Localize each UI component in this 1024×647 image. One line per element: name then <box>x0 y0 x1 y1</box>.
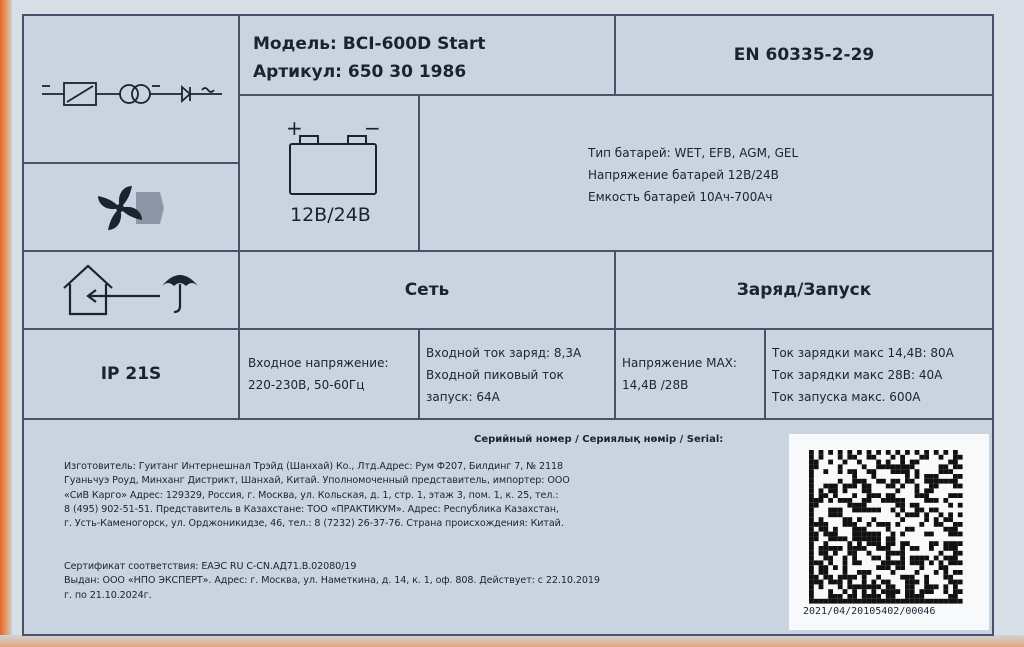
input-current-line-1: Входной ток заряд: 8,3А <box>426 346 582 360</box>
datamatrix-box <box>789 434 989 630</box>
charge-current-28v: Ток зарядки макс 28В: 40А <box>772 368 943 382</box>
start-current: Ток запуска макс. 600А <box>772 390 921 404</box>
voltage-max-label: Напряжение MAX: <box>622 356 737 370</box>
certificate-line: Сертификат соответствия: ЕАЭС RU С-CN.АД71.В.02080/19 <box>64 561 357 572</box>
label-edge-bottom <box>0 635 1024 647</box>
certificate-info <box>64 560 600 603</box>
standard-cell <box>616 16 992 96</box>
certificate-line: г. по 21.10.2024г. <box>64 589 152 601</box>
manufacturer-info <box>64 460 570 531</box>
battery-voltage: Напряжение батарей 12В/24В <box>588 168 779 182</box>
circuit-symbol-cell <box>24 16 240 164</box>
mains-header-cell <box>240 252 616 330</box>
voltage-max-cell <box>616 330 766 420</box>
manufacturer-line: Гуаньчуэ Роуд, Минханг Дистрикт, Шанхай, Китай. Уполномоченный представитель, импортер: ООО <box>64 475 570 487</box>
battery-capacity: Емкость батарей 10Ач-700Ач <box>588 190 773 204</box>
indoor-use-cell <box>24 252 240 330</box>
input-current-line-2: Входной пиковый ток <box>426 368 564 382</box>
fan-icon-cell <box>24 164 240 252</box>
battery-plus-sign: + <box>286 116 303 140</box>
ip-rating-cell <box>24 330 240 420</box>
manufacturer-line: 8 (495) 902-51-51. Представитель в Казахстане: ТОО «ПРАКТИКУМ». Адрес: Республика Казахстан, <box>64 503 559 515</box>
input-voltage-label: Входное напряжение: <box>248 356 389 370</box>
model-cell <box>240 16 616 96</box>
input-current-line-3: запуск: 64А <box>426 390 500 404</box>
certificate-line: Выдан: ООО «НПО ЭКСПЕРТ». Адрес: г. Москва, ул. Наметкина, д. 14, к. 1, оф. 808. Действует: с 22.10.2019 <box>64 575 600 587</box>
manufacturer-line: г. Усть-Каменогорск, ул. Орджоникидзе, 46, тел.: 8 (7232) 26-37-76. Страна происхождения: Китай. <box>64 518 564 530</box>
battery-icon <box>240 100 420 210</box>
input-voltage-cell <box>240 330 420 420</box>
manufacturer-line: Изготовитель: Гуитанг Интернешнал Трэйд (Шанхай) Ко., Лтд.Адрес: Рум Ф207, Билдинг 7, № 2118 <box>64 461 563 472</box>
battery-voltage-label: 12В/24В <box>290 204 371 226</box>
serial-number: 2021/04/20105402/00046 <box>803 606 936 617</box>
input-current-cell <box>420 330 616 420</box>
serial-label: Серийный номер / Сериялық нөмір / Serial: <box>474 434 724 445</box>
charge-current-14v: Ток зарядки макс 14,4В: 80А <box>772 346 954 360</box>
battery-minus-sign: − <box>364 116 381 140</box>
fan-cooling-icon <box>24 164 240 252</box>
rating-plate <box>22 14 994 636</box>
article-number: Артикул: 650 30 1986 <box>253 62 467 82</box>
charge-header-cell <box>616 252 992 330</box>
datamatrix-code <box>789 436 989 604</box>
mains-label: Сеть <box>404 280 450 300</box>
indoor-use-icon <box>24 252 240 330</box>
standard-code: EN 60335-2-29 <box>733 45 875 65</box>
input-voltage-value: 220-230В, 50-60Гц <box>248 378 365 392</box>
model-name: Модель: BCI-600D Start <box>253 34 486 54</box>
voltage-max-value: 14,4В /28В <box>622 378 689 392</box>
battery-icon-cell <box>240 96 420 252</box>
ip-rating: IP 21S <box>100 364 162 384</box>
charge-start-label: Заряд/Запуск <box>736 280 872 300</box>
charger-circuit-icon <box>24 16 234 164</box>
label-edge-left <box>0 0 12 647</box>
current-limits-cell <box>766 330 992 420</box>
battery-specs-cell <box>420 96 992 252</box>
manufacturer-line: «СиВ Карго» Адрес: 129329, Россия, г. Москва, ул. Кольская, д. 1, стр. 1, этаж 3, пом. 1, к. 25, тел.: <box>64 489 559 501</box>
battery-type: Тип батарей: WET, EFB, AGM, GEL <box>588 146 799 160</box>
